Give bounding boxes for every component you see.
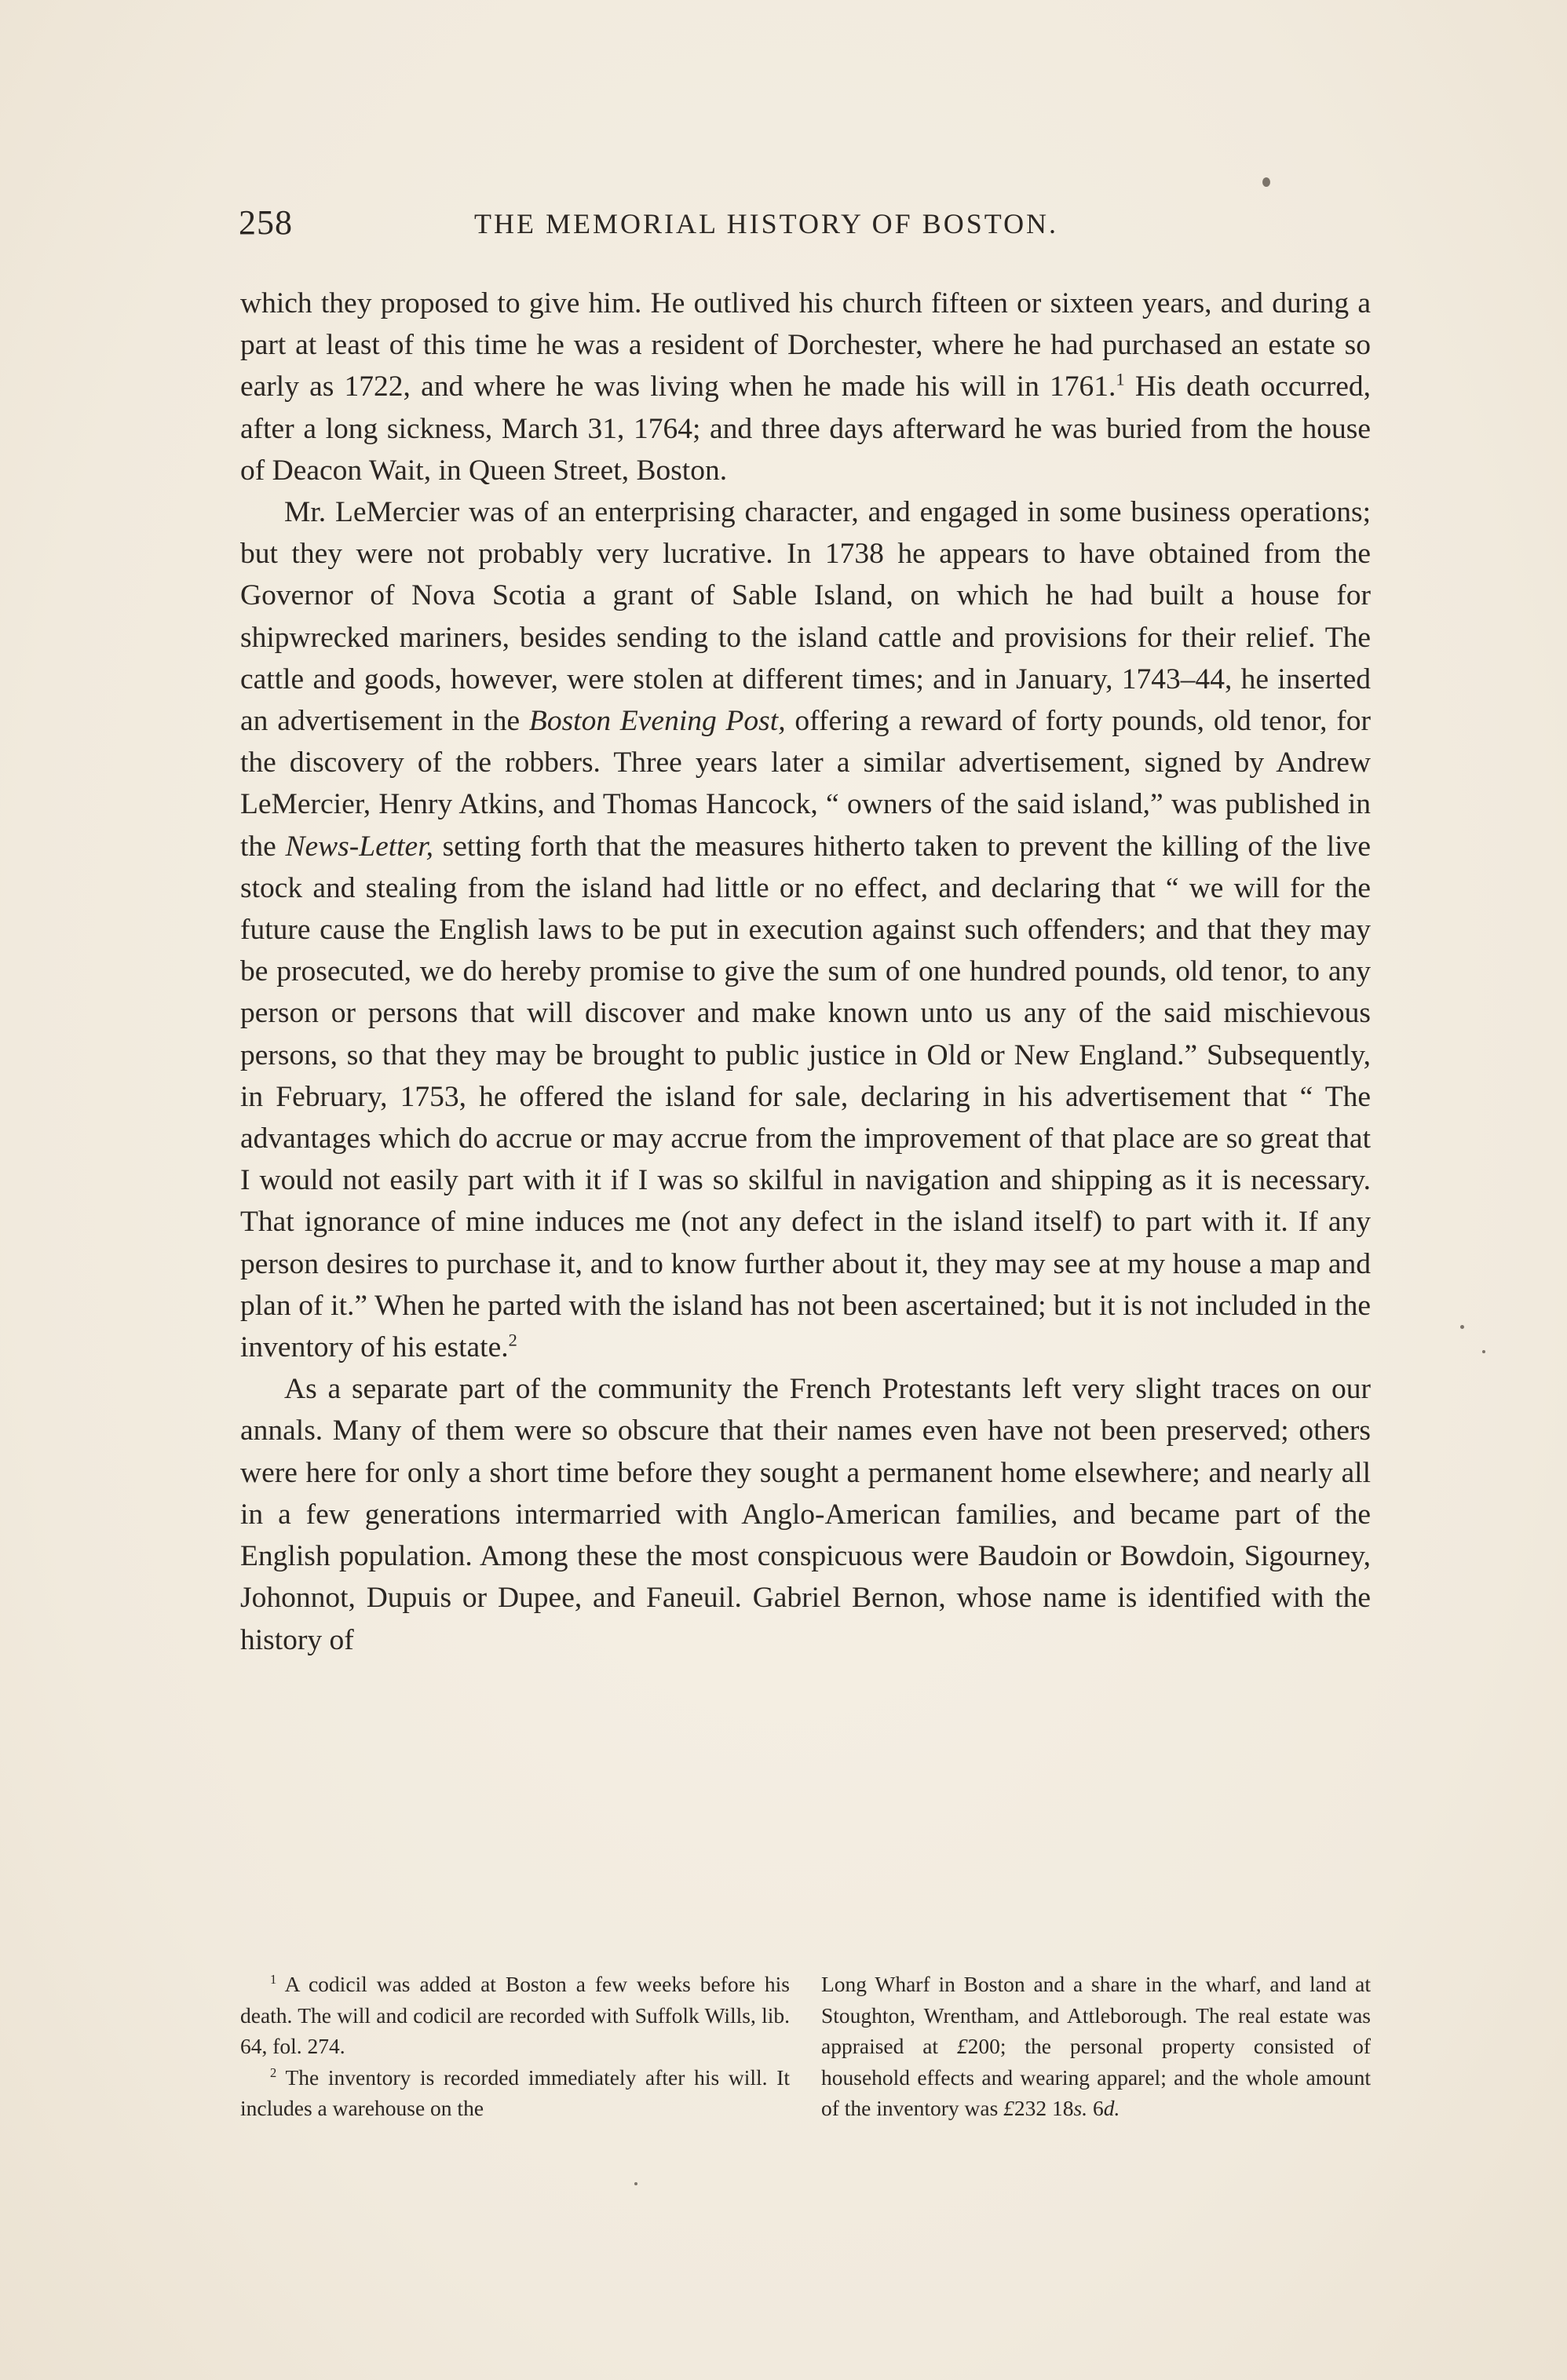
paragraph-2	[240, 491, 1371, 1368]
pound-sign: £	[1003, 2096, 1014, 2120]
footnote-1-marker: 1	[270, 1971, 277, 1987]
paper-speck	[1262, 177, 1270, 187]
footnote-2-marker: 2	[270, 2064, 277, 2080]
footnote-1	[240, 1969, 790, 2062]
pound-sign: £	[956, 2034, 968, 2058]
paragraph-3: As a separate part of the community the French Protestants left very slight traces on our annals. Many of them were so obscure that their names even have not been preserved; others were here for only a short time before they sought a permanent home elsewhere; and nearly all in a few generations intermarried with Anglo-American families, and became part of the English population. Among these the most conspicuous were Baudoin or Bowdoin, Sigourney, Johonnot, Dupuis or Dupee, and Faneuil. Gabriel Bernon, whose name is identified with the history of	[240, 1373, 1371, 1656]
running-head	[239, 203, 1372, 250]
paragraph-1-text-b: His death occurred, after a long sickness, March 31, 1764; and three days afterward he was buried from the house of Deacon Wait, in Queen Street, Boston.	[240, 371, 1372, 487]
paragraph-1-text-a: which they proposed to give him. He outlived his church fifteen or sixteen years, and during a part at least of this time he was a resident of Dorchester, where he had purchased an estate so early as 1722, and where he was living when he made his will in 1761.	[240, 287, 1371, 403]
body-text	[240, 283, 1371, 1661]
footnote-2	[240, 2062, 790, 2124]
paragraph-2-text-b: offering a reward of forty pounds, old tenor, for the discovery of the robbers. Three years later a similar advertisement, signed by Andrew LeMercier, Henry Atkins, and Thomas Hancock, “ owners of the said island,” was published in the	[240, 705, 1371, 863]
footnote-2-continuation	[821, 1969, 1371, 2124]
paper-speck	[634, 2182, 637, 2185]
footnotes-left-column	[240, 1969, 790, 2124]
footnotes	[240, 1969, 1371, 2124]
footnotes-right-column	[821, 1969, 1371, 2124]
footnote-2-cont-d: 6	[1087, 2096, 1104, 2120]
newspaper-title-news-letter: News-Letter,	[285, 830, 434, 863]
book-title: THE MEMORIAL HISTORY OF BOSTON.	[474, 208, 1059, 239]
paper-speck	[1460, 1325, 1464, 1329]
paper-speck	[1482, 1350, 1485, 1353]
paragraph-1	[240, 283, 1371, 491]
newspaper-title-boston-evening-post: Boston Evening Post,	[528, 705, 786, 738]
page-number: 258	[239, 203, 293, 242]
footnote-2-cont-a: Long Wharf in Boston and a share in the wharf, and land at Stoughton, Wrentham, and Attleborough. The real estate was appraised at	[821, 1972, 1371, 2058]
pence-abbrev: d.	[1103, 2096, 1120, 2120]
paragraph-2-text-a: Mr. LeMercier was of an enterprising character, and engaged in some business operations; but they were not probably very lucrative. In 1738 he appears to have obtained from the Governor of Nova Scotia a grant of Sable Island, on which he had built a house for shipwrecked mariners, besides sending to the island cattle and provisions for their relief. The cattle and goods, however, were stolen at different times; and in January, 1743–44, he inserted an advertisement in the	[240, 496, 1371, 738]
footnote-ref-2: 2	[508, 1330, 517, 1350]
paragraph-2-text-c: setting forth that the measures hitherto taken to prevent the killing of the live stock and stealing from the island had little or no effect, and declaring that “ we will for the future cause the English laws to be put in execution against such offenders; and that they may be prosecuted, we do hereby promise to give the sum of one hundred pounds, old tenor, to any person or persons that will discover and make known unto us any of the said mischievous persons, so that they may be brought to public justice in Old or New England.” Subsequently, in February, 1753, he offered the island for sale, declaring in his advertisement that “ The advantages which do accrue or may accrue from the improvement of that place are so great that I would not easily part with it if I was so skilful in navigation and shipping as it is necessary. That ignorance of mine induces me (not any defect in the island itself) to part with it. If any person desires to purchase it, and to know further about it, they may see at my house a map and plan of it.” When he parted with the island has not been ascertained; but it is not included in the inventory of his estate.	[240, 830, 1371, 1364]
footnote-ref-1: 1	[1116, 369, 1125, 389]
footnote-1-text: A codicil was added at Boston a few weeks before his death. The will and codicil are recorded with Suffolk Wills, lib. 64, fol. 274.	[240, 1972, 790, 2058]
shillings-abbrev: s.	[1073, 2096, 1088, 2120]
footnote-2-cont-c: 232 18	[1014, 2096, 1074, 2120]
footnote-2-cont-b: 200; the personal property consisted of household effects and wearing apparel; and the whole amount of the inventory was	[821, 2034, 1371, 2120]
footnote-2-text: The inventory is recorded immediately after his will. It includes a warehouse on the	[240, 2064, 790, 2120]
